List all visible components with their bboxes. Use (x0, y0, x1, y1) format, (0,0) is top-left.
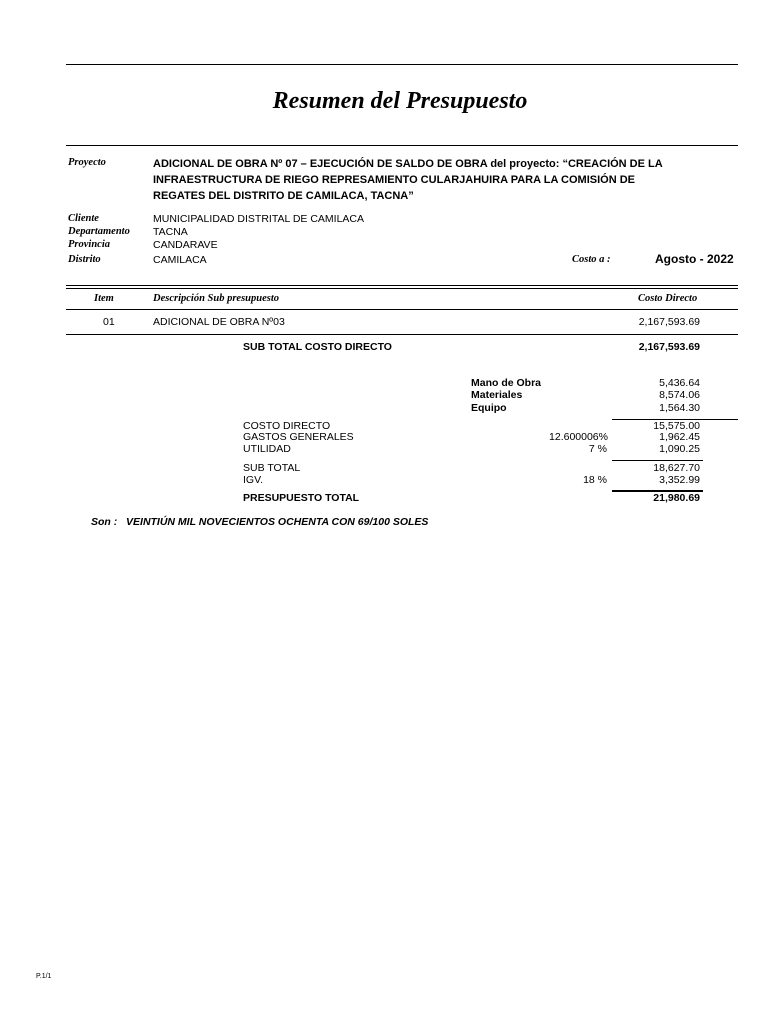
project-rest: “CREACIÓN DE LA INFRAESTRUCTURA DE RIEGO REPRESAMIENTO CULARJAHUIRA PARA LA COMISIÓN DE REGATES DEL DISTRITO DE CAMILACA, TACNA” (153, 158, 663, 202)
son-line (91, 516, 428, 528)
table-row-descripcion: ADICIONAL DE OBRA Nº03 (153, 316, 285, 328)
presupuesto-total-label: PRESUPUESTO TOTAL (243, 492, 360, 504)
gastos-generales-label: GASTOS GENERALES (243, 431, 354, 443)
page-number: P.1/1 (36, 973, 52, 980)
costo-directo-label: COSTO DIRECTO (243, 420, 331, 432)
mano-obra-value: 5,436.64 (659, 377, 700, 389)
header-costo-directo: Costo Directo (638, 293, 698, 304)
subtotal-costo-directo-value: 2,167,593.69 (638, 341, 700, 353)
igv-pct: 18 % (583, 474, 607, 486)
project-middle: del proyecto: (487, 158, 563, 170)
igv-value: 3,352.99 (659, 474, 700, 486)
equipo-label: Equipo (471, 402, 507, 414)
gastos-generales-value: 1,962.45 (659, 431, 700, 443)
costo-directo-value: 15,575.00 (653, 420, 700, 432)
igv-label: IGV. (243, 474, 264, 486)
project-description (153, 156, 673, 204)
table-row-item: 01 (103, 316, 115, 328)
page-title: Resumen del Presupuesto (272, 88, 528, 114)
subtotal-costo-directo-label: SUB TOTAL COSTO DIRECTO (243, 341, 392, 353)
materiales-value: 8,574.06 (659, 389, 700, 401)
departamento-label: Departamento (68, 226, 130, 237)
table-bottom-rule (66, 334, 738, 335)
presupuesto-total-value: 21,980.69 (653, 492, 700, 504)
son-text: VEINTIÚN MIL NOVECIENTOS OCHENTA CON 69/100 SOLES (126, 516, 429, 528)
header-item: Item (94, 293, 114, 304)
summary-rule (612, 460, 703, 461)
project-label: Proyecto (68, 157, 106, 168)
top-rule (66, 64, 738, 65)
table-header-bottom-rule (66, 309, 738, 310)
cliente-value: MUNICIPALIDAD DISTRITAL DE CAMILACA (153, 213, 365, 225)
table-row-costo: 2,167,593.69 (638, 316, 700, 328)
sub-total-label: SUB TOTAL (243, 462, 301, 474)
gastos-generales-pct: 12.600006% (549, 431, 608, 443)
equipo-value: 1,564.30 (659, 402, 700, 414)
utilidad-pct: 7 % (588, 443, 607, 455)
utilidad-label: UTILIDAD (243, 443, 291, 455)
table-header-rule-2 (66, 288, 738, 289)
costo-a-value: Agosto - 2022 (655, 252, 734, 266)
provincia-value: CANDARAVE (153, 239, 218, 251)
title-rule (66, 145, 738, 146)
provincia-label: Provincia (68, 239, 110, 250)
project-prefix: ADICIONAL DE OBRA Nº 07 – EJECUCIÓN DE SALDO DE OBRA (153, 158, 488, 170)
departamento-value: TACNA (153, 226, 188, 238)
table-header-rule-1 (66, 285, 738, 286)
distrito-label: Distrito (68, 254, 101, 265)
materiales-label: Materiales (471, 389, 523, 401)
header-descripcion: Descripción Sub presupuesto (153, 293, 280, 304)
costo-a-label: Costo a : (572, 254, 611, 265)
mano-obra-label: Mano de Obra (471, 377, 542, 389)
cliente-label: Cliente (68, 213, 99, 224)
utilidad-value: 1,090.25 (659, 443, 700, 455)
son-label: Son : (91, 516, 118, 528)
sub-total-value: 18,627.70 (653, 462, 700, 474)
distrito-value: CAMILACA (153, 254, 207, 266)
